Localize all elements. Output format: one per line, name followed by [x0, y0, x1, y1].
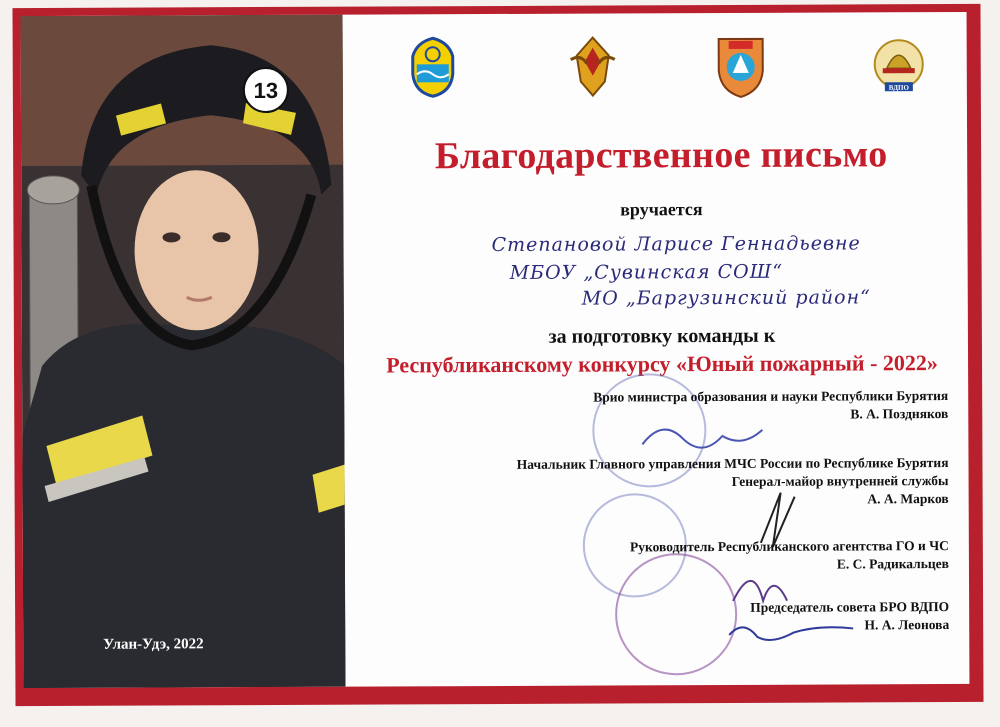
- recipient-school: МБОУ „Сувинская СОШ“: [509, 260, 784, 284]
- firefighter-child-photo: [21, 15, 346, 688]
- signatory-name: В. А. Поздняков: [850, 406, 949, 422]
- emblem-row: [393, 32, 953, 104]
- emergency-ministry-emblem-icon: [563, 33, 623, 99]
- recipient-name: Степановой Ларисе Геннадьевне: [491, 232, 861, 257]
- signatory-rank: Генерал-майор внутренней службы: [731, 473, 949, 489]
- signatory-position: Председатель совета БРО ВДПО: [750, 599, 950, 615]
- awarded-label: вручается: [620, 199, 703, 220]
- buryatia-emblem-icon: [403, 34, 463, 100]
- recipient-district: МО „Баргузинский район“: [581, 286, 871, 310]
- signatory-2: [517, 454, 949, 510]
- vdpo-emblem-icon: [869, 32, 929, 98]
- signatory-position: Руководитель Республиканского агентства ГО и ЧС: [629, 538, 949, 555]
- signatory-name: Е. С. Радикальцев: [836, 556, 949, 572]
- signatory-1: [593, 387, 948, 425]
- document-title: Благодарственное письмо: [434, 133, 888, 178]
- helmet-number: 13: [253, 77, 279, 104]
- place-date: Улан-Удэ, 2022: [103, 636, 204, 653]
- award-reason: за подготовку команды к: [548, 324, 776, 348]
- signatory-4: [750, 598, 949, 635]
- civil-defence-agency-emblem-icon: [711, 33, 771, 99]
- signatory-position: Врио министра образования и науки Республики Бурятия: [593, 388, 949, 405]
- photo-illustration: [21, 15, 346, 688]
- signatory-position: Начальник Главного управления МЧС России по Республике Бурятия: [516, 455, 949, 472]
- vdpo-emblem-text: ВДПО: [888, 83, 909, 92]
- certificate-page: [21, 12, 970, 688]
- signatory-name: Н. А. Леонова: [864, 617, 950, 633]
- signatory-3: [630, 537, 949, 574]
- signatory-name: А. А. Марков: [867, 491, 949, 507]
- contest-name: Республиканскому конкурсу «Юный пожарный - 2022»: [386, 350, 938, 378]
